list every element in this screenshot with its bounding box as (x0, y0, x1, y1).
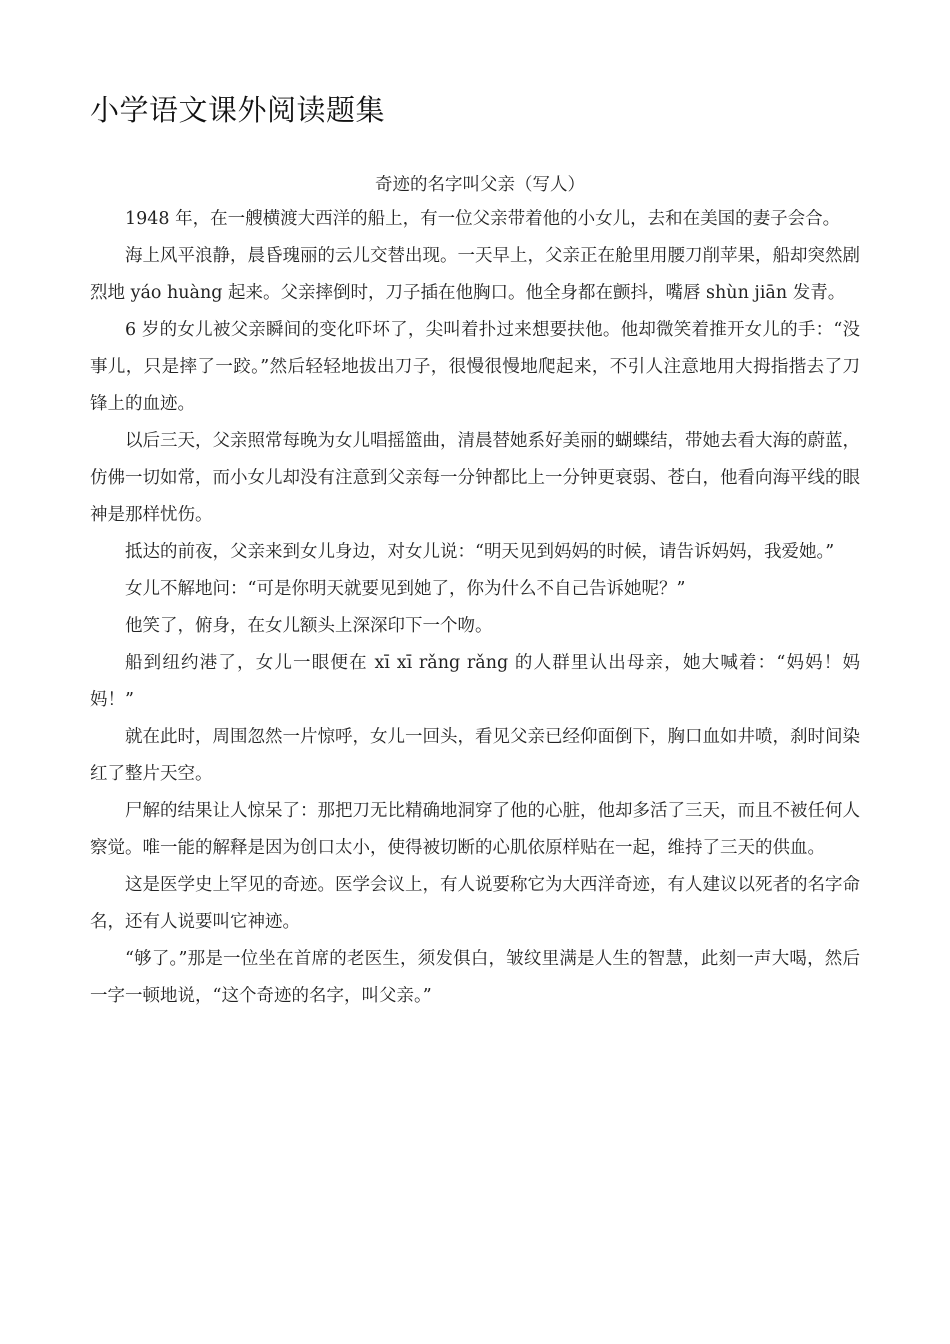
paragraph-4: 以后三天，父亲照常每晚为女儿唱摇篮曲，清晨替她系好美丽的蝴蝶结，带她去看大海的蔚蓝，仿佛一切如常，而小女儿却没有注意到父亲每一分钟都比上一分钟更衰弱、苍白，他看向海平线的眼神是那样忧伤。 (90, 431, 860, 525)
paragraph-1: 1948 年，在一艘横渡大西洋的船上，有一位父亲带着他的小女儿，去和在美国的妻子会合。 (125, 209, 841, 229)
paragraph-6: 女儿不解地问：“可是你明天就要见到她了，你为什么不自己告诉她呢？” (125, 579, 686, 599)
paragraph-5: 抵达的前夜，父亲来到女儿身边，对女儿说：“明天见到妈妈的时候，请告诉妈妈，我爱她。” (125, 542, 835, 562)
paragraph-3: 6 岁的女儿被父亲瞬间的变化吓坏了，尖叫着扑过来想要扶他。他却微笑着推开女儿的手：“没事儿，只是摔了一跤。”然后轻轻地拔出刀子，很慢很慢地爬起来，不引人注意地用大拇指揩去了刀锋上的血迹。 (90, 320, 860, 414)
article (90, 170, 860, 1015)
paragraph-7: 他笑了，俯身，在女儿额头上深深印下一个吻。 (125, 616, 493, 636)
paragraph-10: 尸解的结果让人惊呆了：那把刀无比精确地洞穿了他的心脏，他却多活了三天，而且不被任何人察觉。唯一能的解释是因为创口太小，使得被切断的心肌依原样贴在一起，维持了三天的供血。 (90, 801, 860, 858)
paragraph-8: 船到纽约港了，女儿一眼便在 xī xī rǎng rǎng 的人群里认出母亲，她大喊着：“妈妈！妈妈！” (90, 653, 860, 710)
paragraph-2: 海上风平浪静，晨昏瑰丽的云儿交替出现。一天早上，父亲正在舱里用腰刀削苹果，船却突然剧烈地 yáo huàng 起来。父亲摔倒时，刀子插在他胸口。他全身都在颤抖，嘴唇 shùn jiān 发青。 (90, 246, 860, 303)
paragraph-9: 就在此时，周围忽然一片惊呼，女儿一回头，看见父亲已经仰面倒下，胸口血如井喷，刹时间染红了整片天空。 (90, 727, 860, 784)
paragraph-12: “够了。”那是一位坐在首席的老医生，须发俱白，皱纹里满是人生的智慧，此刻一声大喝，然后一字一顿地说，“这个奇迹的名字，叫父亲。” (90, 949, 860, 1006)
document-title: 小学语文课外阅读题集 (90, 93, 386, 127)
article-title: 奇迹的名字叫父亲（写人） (375, 175, 585, 195)
paragraph-11: 这是医学史上罕见的奇迹。医学会议上，有人说要称它为大西洋奇迹，有人建议以死者的名字命名，还有人说要叫它神迹。 (90, 875, 860, 932)
